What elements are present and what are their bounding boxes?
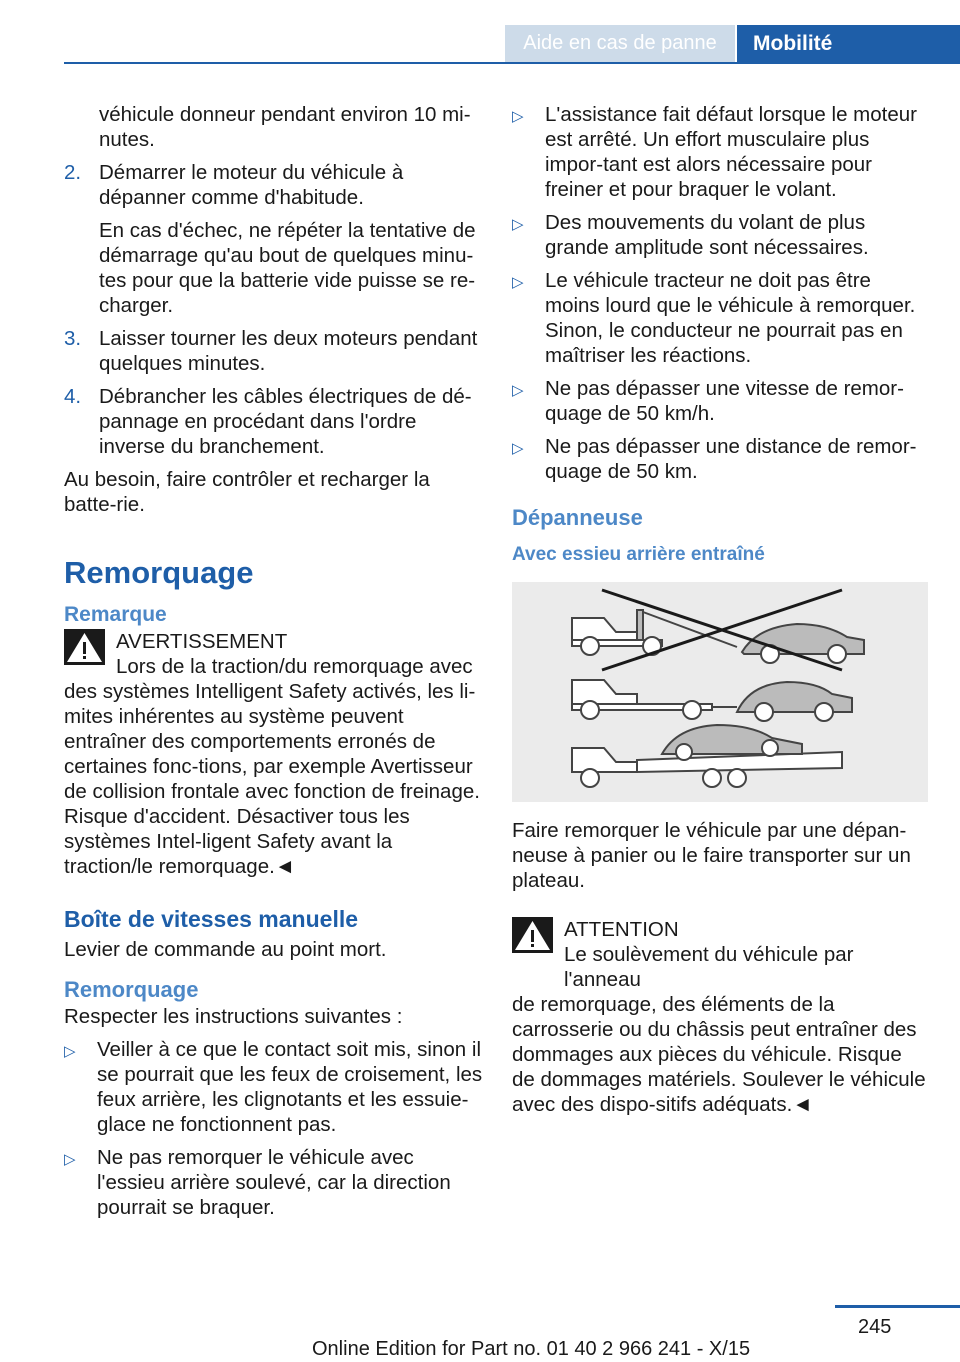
- step-4: [64, 384, 484, 459]
- bullet-arrow-icon: ▷: [512, 216, 524, 233]
- step-2: [64, 160, 484, 210]
- page-number: 245: [858, 1316, 892, 1338]
- heading-remarque: Remarque: [64, 603, 167, 626]
- step-text: Débrancher les câbles électriques de dé-pannage en procédant dans l'ordre inverse du branchement.: [99, 385, 472, 458]
- list-item: [512, 434, 930, 484]
- bullet-arrow-icon: ▷: [512, 274, 524, 291]
- header-chapter-tab: Mobilité: [737, 25, 960, 62]
- heading-depanneuse: Dépanneuse: [512, 505, 643, 530]
- list-item-text: Des mouvements du volant de plus grande amplitude sont nécessaires.: [545, 211, 869, 259]
- list-item-text: Veiller à ce que le contact soit mis, sinon il se pourrait que les feux de croisement, les feux arrière, les clignotants et les essuie-glace ne fonctionnent pas.: [97, 1038, 483, 1136]
- list-item-text: L'assistance fait défaut lorsque le moteur est arrêté. Un effort musculaire plus impor-tant est alors nécessaire pour freiner et pour braquer le volant.: [545, 103, 917, 201]
- right-column: [512, 102, 930, 1117]
- list-item: [64, 1037, 484, 1137]
- list-item-text: Ne pas dépasser une vitesse de remor-quage de 50 km/h.: [545, 377, 904, 425]
- footer-rule: [835, 1305, 960, 1308]
- warning-first-line: Lors de la traction/du remorquage avec: [116, 655, 473, 678]
- respect-text: Respecter les instructions suivantes :: [64, 1005, 403, 1028]
- bullet-arrow-icon: ▷: [512, 382, 524, 399]
- heading-remorquage: Remorquage: [64, 555, 254, 590]
- bullet-arrow-icon: ▷: [512, 440, 524, 457]
- warning-triangle-icon: [512, 917, 553, 953]
- attention-box: [512, 917, 930, 1117]
- list-item-text: Le véhicule tracteur ne doit pas être moins lourd que le véhicule à remorquer. Sinon, le conducteur ne pourrait pas en maîtriser les réactions.: [545, 269, 916, 367]
- cont-line: véhicule donneur pendant environ 10 mi-: [99, 103, 471, 126]
- heading-boite: Boîte de vitesses manuelle: [64, 906, 359, 932]
- warning-triangle-icon: [64, 629, 105, 665]
- warning-text: des systèmes Intelligent Safety activés, les li-mites inhérentes au système peuvent entraîner des comportements erronés de certaines fonc-tions, par exemple Avertisseur de collision frontale avec fonction de freinage. Risque d'accident. Désactiver tous les systèmes Intel-ligent Safety avant la traction/le remorquage.◄: [64, 680, 480, 878]
- heading-remorquage-sub: Remorquage: [64, 977, 199, 1002]
- boite-text: Levier de commande au point mort.: [64, 938, 387, 961]
- left-column: [64, 102, 484, 1228]
- after-steps-text: Au besoin, faire contrôler et recharger la batte-rie.: [64, 468, 430, 516]
- attention-text: de remorquage, des éléments de la carrosserie ou du châssis peut entraîner des dommages aux pièces du véhicule. Risque de dommages matériels. Soulever le véhicule avec des dispo-sitifs adéquats.◄: [512, 993, 926, 1116]
- bullet-arrow-icon: ▷: [64, 1151, 76, 1168]
- list-item: [512, 376, 930, 426]
- step-2-note: En cas d'échec, ne répéter la tentative de démarrage qu'au bout de quelques minu-tes pour que la batterie vide puisse se re-charger.: [99, 219, 476, 317]
- step-number: 2.: [64, 161, 82, 184]
- warning-title: AVERTISSEMENT: [116, 630, 288, 653]
- list-item: [512, 210, 930, 260]
- cont-line: nutes.: [99, 128, 155, 151]
- list-item: [512, 102, 930, 202]
- list-item-text: Ne pas remorquer le véhicule avec l'essieu arrière soulevé, car la direction pourrait se braquer.: [97, 1146, 451, 1219]
- tow-truck-illustration: [512, 582, 928, 802]
- step-number: 3.: [64, 327, 82, 350]
- list-item: [64, 1145, 484, 1220]
- bullet-arrow-icon: ▷: [64, 1043, 76, 1060]
- heading-essieu: Avec essieu arrière entraîné: [512, 544, 765, 565]
- step-text: Laisser tourner les deux moteurs pendant quelques minutes.: [99, 327, 478, 375]
- bullet-arrow-icon: ▷: [512, 108, 524, 125]
- step-number: 4.: [64, 385, 82, 408]
- step-text: Démarrer le moteur du véhicule à dépanner comme d'habitude.: [99, 161, 404, 209]
- figure-caption: Faire remorquer le véhicule par une dépan-neuse à panier ou le faire transporter sur un plateau.: [512, 819, 911, 892]
- header-rule: [64, 62, 960, 64]
- list-item-text: Ne pas dépasser une distance de remor-quage de 50 km.: [545, 435, 917, 483]
- header-section-tab: Aide en cas de panne: [505, 25, 735, 62]
- list-item: [512, 268, 930, 368]
- attention-first-line: Le soulèvement du véhicule par l'anneau: [564, 943, 854, 991]
- attention-title: ATTENTION: [564, 918, 679, 941]
- warning-box: [64, 629, 484, 879]
- edition-text: Online Edition for Part no. 01 40 2 966 241 - X/15: [312, 1338, 751, 1360]
- step-3: [64, 326, 484, 376]
